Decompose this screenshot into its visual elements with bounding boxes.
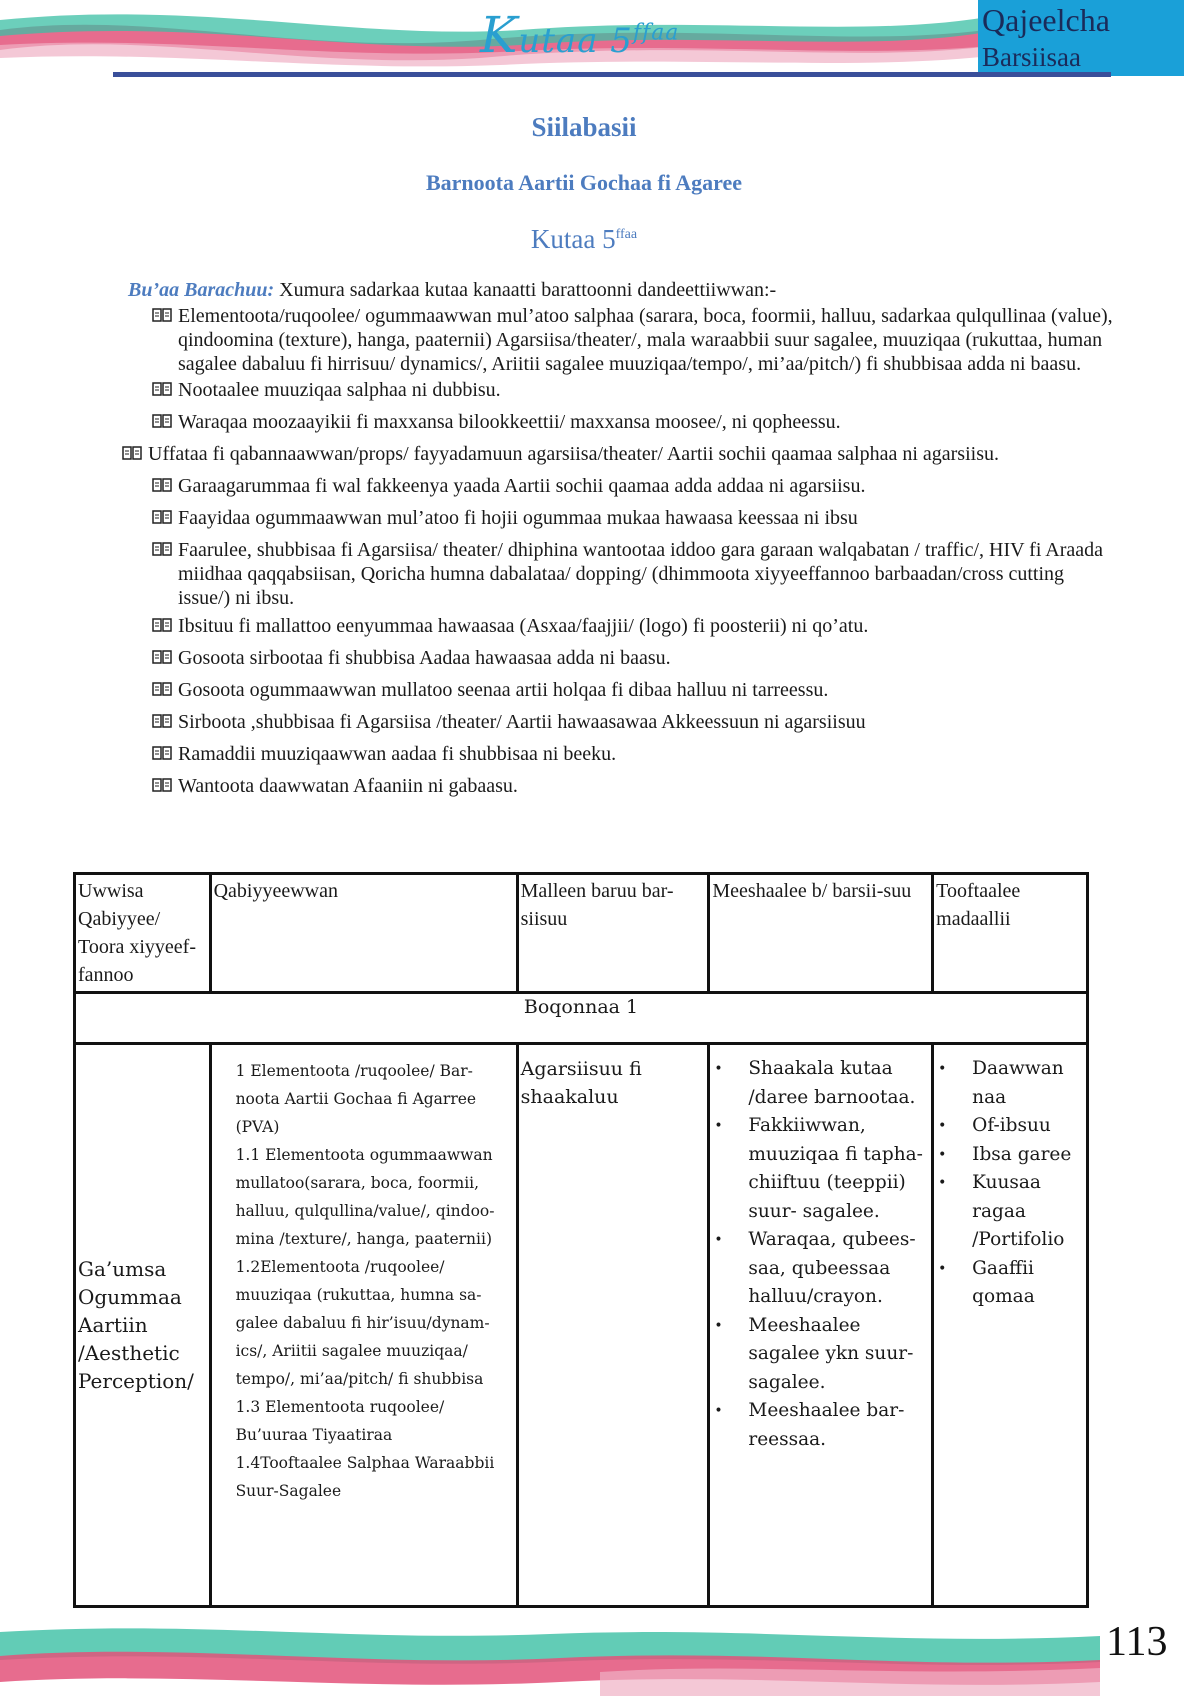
assessment-cell [933,1044,1088,1607]
list-item: Ramaddii muuziqaawwan aadaa fi shubbisaa ni beeku. [148,742,1118,766]
chapter-row [75,993,1088,1044]
book-bullet-icon [152,476,172,492]
domain-cell: Ga’umsa Ogummaa Aartiin /Aesthetic Perception/ [75,1044,211,1607]
list-item: • Shaakala kutaa /daree barnootaa. [712,1055,929,1112]
chapter-label: Boqonnaa 1 [75,993,1088,1044]
list-item: • Meeshaalee bar-reessaa. [712,1397,929,1454]
header-rule [113,72,1111,77]
methods-cell: Agarsiisuu fi shaakaluu [517,1044,709,1607]
book-title: Kutaa $5^{ffaa}$ [480,6,680,64]
list-item: Elementoota/ruqoolee/ ogummaawwan mul’atoo salphaa (sarara, boca, foormii, halluu, sadarkaa qulqullinaa (value), qindoomina (texture), hanga, paaternii) Agarsiisa/theater/, mala waraabbii suur sagalee, muuziqaa (rukuttaa, human sagalee dabaluu fi hirrisuu/ dynamics/, Ariitii sagalee muuziqaa/tempo/, mi’aa/pitch/) fi shubbisaa adda ni baasu. [148,304,1118,376]
resources-cell [709,1044,933,1607]
learning-outcomes-label: Bu’aa Barachuu: [128,279,275,301]
footer-swoosh-decoration [0,1612,1200,1696]
book-bullet-icon [152,680,172,696]
syllabus-table [73,872,1089,1608]
book-bullet-icon [152,648,172,664]
book-bullet-icon [152,508,172,524]
content-item: 1.2Elementoota /ruqoolee/ muuziqaa (rukuttaa, humna sa-galee dabaluu fi hir’isuu/dynam-ics/, Ariitii sagalee muuziqaa/ tempo/, mi’aa/pitch/ fi shubbisa [235,1258,490,1388]
page-footer [0,1612,1200,1696]
teacher-guide-box [978,0,1184,76]
list-item: • Fakkiiwwan, muuziqaa fi tapha-chiiftuu (teeppii) suur- sagalee. [712,1112,929,1226]
objectives-list [148,304,1118,798]
learning-outcomes-intro [128,278,1128,302]
list-item: • Gaaffii qomaa [936,1255,1084,1312]
book-bullet-icon [152,776,172,792]
content-item: 1.1 Elementoota ogummaawwan mullatoo(sarara, boca, foormii, halluu, qulqullina/value/, qindoo-mina /texture/, hanga, paaternii) [235,1146,495,1248]
learning-outcomes-text: Xumura sadarkaa kutaa kanaatti barattoonni dandeettiiwwan:- [274,279,777,301]
teacher-guide-line2: Barsiisaa [982,42,1081,72]
list-item: Nootaalee muuziqaa salphaa ni dubbisu. [148,378,1118,402]
table-header-row [75,874,1088,993]
list-item: Ibsituu fi mallattoo eenyummaa hawaasaa (Asxaa/faajjii/ (logo) fi poosterii) ni qo’atu. [148,614,1118,638]
header-cell-contents: Qabiyyeewwan [210,874,517,993]
list-item: Gosoota sirbootaa fi shubbisa Aadaa hawaasaa adda ni baasu. [148,646,1118,670]
book-bullet-icon [152,616,172,632]
list-item: • Of-ibsuu [936,1112,1084,1141]
list-item: • Meeshaalee sagalee ykn suur-sagalee. [712,1312,929,1398]
list-item: Wantoota daawwatan Afaaniin ni gabaasu. [148,774,1118,798]
book-bullet-icon [152,306,172,322]
table-row [75,1044,1088,1607]
list-item: • Kuusaa ragaa /Portifolio [936,1169,1084,1255]
list-item: Gosoota ogummaawwan mullatoo seenaa artii holqaa fi dibaa halluu ni tarreessu. [148,678,1118,702]
book-bullet-icon [152,444,172,460]
page-title: Siilabasii [531,112,637,142]
contents-cell [210,1044,517,1607]
list-item: Faayidaa ogummaawwan mul’atoo fi hojii ogummaa mukaa hawaasa keessaa ni ibsu [148,506,1118,530]
list-item: Garaagarummaa fi wal fakkeenya yaada Aartii sochii qaamaa adda addaa ni agarsiisu. [148,474,1118,498]
content-item: 1.4Tooftaalee Salphaa Waraabbii Suur-Sagalee [235,1454,495,1500]
content-item: 1.3 Elementoota ruqoolee/ Bu’uuraa Tiyaatiraa [235,1398,445,1444]
page-number: 113 [1106,1619,1168,1665]
list-item: • Daawwan naa [936,1055,1084,1112]
list-item: Uffataa fi qabannaawwan/props/ fayyadamuun agarsiisa/theater/ Aartii sochii qaamaa salphaa ni agarsiisu. [118,442,1118,466]
book-bullet-icon [152,744,172,760]
grade-title: Kutaa $5^{ffaa}$ [530,224,638,254]
book-bullet-icon [152,712,172,728]
teacher-guide-line1: Qajeelcha [982,2,1110,38]
list-item: • Ibsa garee [936,1141,1084,1170]
header-cell-domain: Uwwisa Qabiyyee/ Toora xiyyeef-fannoo [75,874,211,993]
content-item: 1 Elementoota /ruqoolee/ Bar-noota Aartii Gochaa fi Agarree (PVA) [235,1062,477,1136]
list-item: Sirboota ,shubbisaa fi Agarsiisa /theater/ Aartii hawaasawaa Akkeessuun ni agarsiisuu [148,710,1118,734]
header-cell-assessment: Tooftaalee madaallii [933,874,1088,993]
header-cell-methods: Malleen baruu bar-siisuu [517,874,709,993]
page-header [0,0,1200,80]
header-cell-resources: Meeshaalee b/ barsii-suu [709,874,933,993]
list-item: • Waraqaa, qubees-saa, qubeessaa halluu/crayon. [712,1226,929,1312]
book-bullet-icon [152,412,172,428]
list-item: Waraqaa moozaayikii fi maxxansa bilookkeettii/ maxxansa moosee/, ni qopheessu. [148,410,1118,434]
book-bullet-icon [152,380,172,396]
list-item: Faarulee, shubbisaa fi Agarsiisa/ theater/ dhiphina wantootaa iddoo gara garaan walqabatan / traffic/, HIV fi Araada miidhaa qaqqabsiisan, Qoricha humna dabalataa/ dopping/ (dhimmoota xiyyeeffannoo barbaadan/cross cutting issue/) ni ibsu. [148,538,1118,610]
book-bullet-icon [152,540,172,556]
subject-title: Barnoota Aartii Gochaa fi Agaree [425,170,743,195]
